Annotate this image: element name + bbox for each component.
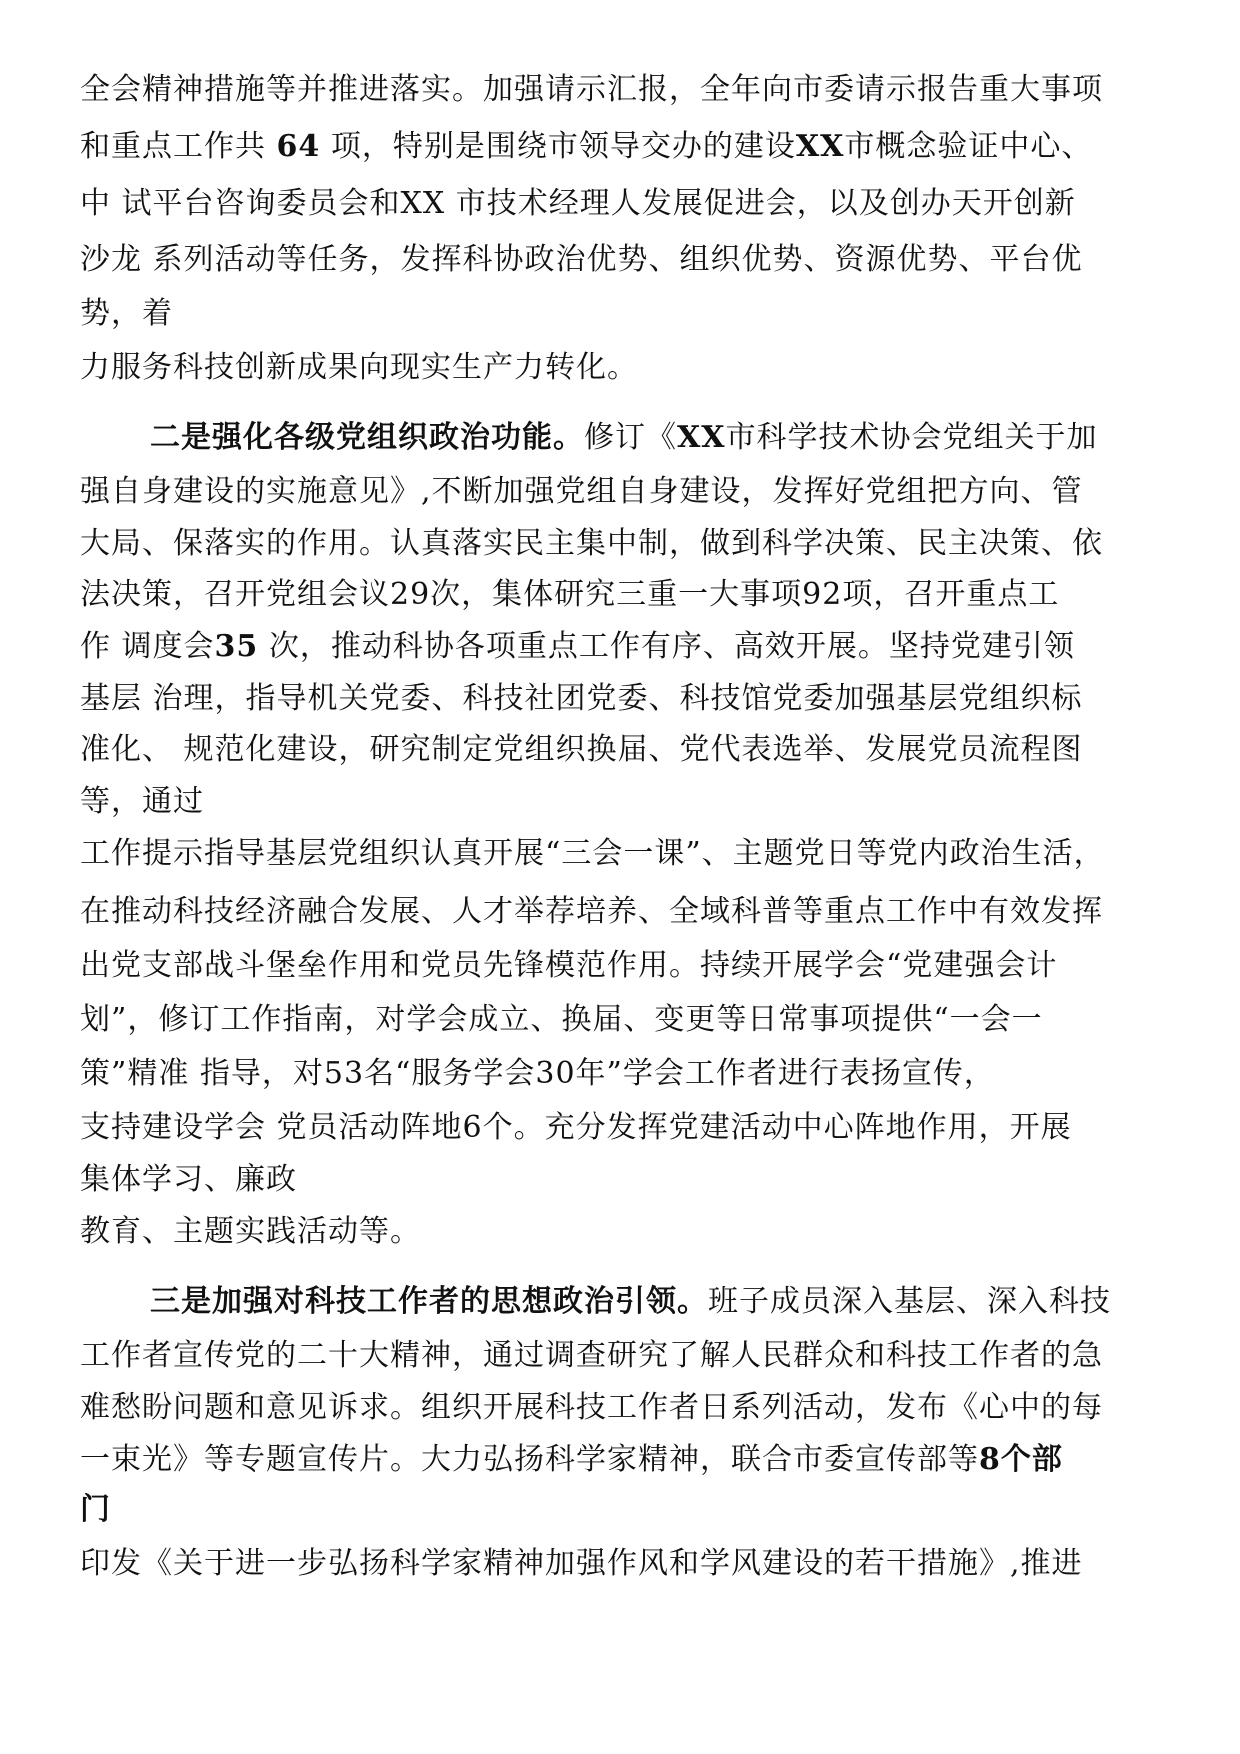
- text-line: 门: [80, 1492, 111, 1527]
- text-line: 难愁盼问题和意见诉求。组织开展科技工作者日系列活动，发布《心中的每: [80, 1390, 1103, 1425]
- text-line: 印发《关于进一步弘扬科学家精神加强作风和学风建设的若干措施》,推进: [80, 1546, 1083, 1581]
- text-line: 和重点工作共 64 项，特别是围绕市领导交办的建设XX市概念验证中心、: [80, 129, 1093, 164]
- text-line: 教育、主题实践活动等。: [80, 1214, 421, 1249]
- text-line: 工作提示指导基层党组织认真开展“三会一课”、主题党日等党内政治生活，: [80, 836, 1105, 871]
- text-line: 大局、保落实的作用。认真落实民主集中制，做到科学决策、民主决策、依: [80, 526, 1103, 561]
- text-line: 在推动科技经济融合发展、人才举荐培养、全域科普等重点工作中有效发挥: [80, 894, 1103, 929]
- text-line: 势，着: [80, 296, 173, 331]
- text-line: 作 调度会35 次，推动科协各项重点工作有序、高效开展。坚持党建引领: [80, 629, 1075, 664]
- paragraph-heading-line: 三是加强对科技工作者的思想政治引领。班子成员深入基层、深入科技: [150, 1284, 1111, 1319]
- text-line: 支持建设学会 党员活动阵地6个。充分发挥党建活动中心阵地作用，开展: [80, 1110, 1072, 1145]
- text-line: 强自身建设的实施意见》,不断加强党组自身建设，发挥好党组把方向、管: [80, 474, 1083, 509]
- text-line: 一束光》等专题宣传片。大力弘扬科学家精神，联合市委宣传部等8个部: [80, 1442, 1063, 1477]
- text-line: 工作者宣传党的二十大精神，通过调查研究了解人民群众和科技工作者的急: [80, 1338, 1103, 1373]
- text-line: 等，通过: [80, 784, 204, 819]
- text-line: 沙龙 系列活动等任务，发挥科协政治优势、组织优势、资源优势、平台优: [80, 242, 1083, 277]
- text-line: 准化、 规范化建设，研究制定党组织换届、党代表选举、发展党员流程图: [80, 732, 1083, 767]
- text-line: 划”，修订工作指南，对学会成立、换届、变更等日常事项提供“一会一: [80, 1002, 1043, 1037]
- text-line: 力服务科技创新成果向现实生产力转化。: [80, 350, 638, 385]
- paragraph-heading-line: 二是强化各级党组织政治功能。修订《XX市科学技术协会党组关于加: [150, 420, 1098, 455]
- text-line: 集体学习、廉政: [80, 1162, 297, 1197]
- text-line: 全会精神措施等并推进落实。加强请示汇报，全年向市委请示报告重大事项: [80, 72, 1103, 107]
- text-line: 法决策，召开党组会议29次，集体研究三重一大事项92项，召开重点工: [80, 577, 1060, 612]
- text-line: 中 试平台咨询委员会和XX 市技术经理人发展促进会，以及创办天开创新: [80, 186, 1076, 221]
- text-line: 出党支部战斗堡垒作用和党员先锋模范作用。持续开展学会“党建强会计: [80, 948, 1058, 983]
- text-line: 策”精准 指导，对53名“服务学会30年”学会工作者进行表扬宣传，: [80, 1056, 995, 1091]
- text-line: 基层 治理，指导机关党委、科技社团党委、科技馆党委加强基层党组织标: [80, 681, 1083, 716]
